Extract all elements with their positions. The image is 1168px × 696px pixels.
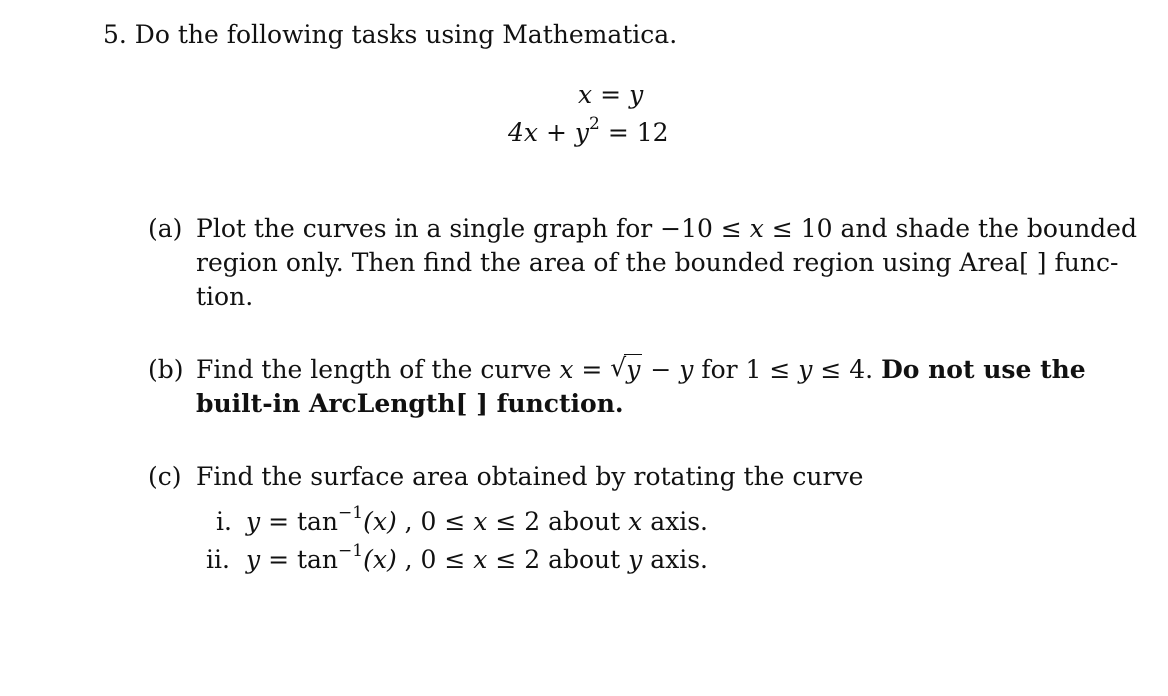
part-b-bold-1: Do not use the bbox=[881, 355, 1086, 384]
radicand: y bbox=[626, 355, 641, 384]
sub-i-rest: , 0 ≤ bbox=[396, 507, 474, 536]
sub-i-axis-var: x bbox=[628, 507, 643, 536]
equation-2 bbox=[508, 114, 669, 147]
sub-ii-range: ≤ 2 about bbox=[487, 545, 629, 574]
part-c-label: (c) bbox=[148, 462, 182, 491]
part-a-text-1: Plot the curves in a single graph for −10 ≤ bbox=[196, 214, 750, 243]
part-b-text-1: Find the length of the curve bbox=[196, 355, 560, 384]
sub-item-ii bbox=[246, 541, 709, 574]
sub-ii-rest: , 0 ≤ bbox=[396, 545, 474, 574]
sub-item-i-label: i. bbox=[216, 507, 232, 536]
part-b-var-y2: y bbox=[798, 355, 813, 384]
eq2-exponent: 2 bbox=[588, 114, 600, 135]
part-a-label: (a) bbox=[148, 214, 183, 243]
part-b-var-x: x bbox=[559, 355, 574, 384]
sub-i-eq: = tan bbox=[260, 507, 339, 536]
part-b-equals: = bbox=[573, 355, 611, 384]
sub-item-ii-label: ii. bbox=[206, 545, 230, 574]
part-c-line-1: Find the surface area obtained by rotating the curve bbox=[196, 462, 864, 491]
equation-1 bbox=[578, 80, 643, 109]
part-a-line-2: region only. Then find the area of the bounded region using Area[ ] func- bbox=[196, 248, 1119, 277]
part-a-var-x: x bbox=[749, 214, 764, 243]
eq2-equals: = bbox=[607, 118, 629, 147]
sub-ii-var-x: x bbox=[473, 545, 488, 574]
part-b-line-1 bbox=[196, 355, 1086, 384]
part-a-text-2: ≤ 10 and shade the bounded bbox=[763, 214, 1137, 243]
sub-i-arg: (x) bbox=[363, 507, 397, 536]
eq1-rhs: y bbox=[629, 80, 644, 109]
sub-ii-axis: axis. bbox=[642, 545, 709, 574]
sub-i-var-y: y bbox=[246, 507, 261, 536]
sub-ii-exponent: −1 bbox=[338, 541, 364, 562]
part-b-text-2: for 1 ≤ bbox=[693, 355, 799, 384]
sub-i-axis: axis. bbox=[642, 507, 708, 536]
eq1-equals: = bbox=[600, 80, 622, 109]
sub-i-exponent: −1 bbox=[338, 503, 364, 524]
sub-ii-eq: = tan bbox=[260, 545, 339, 574]
sub-ii-arg: (x) bbox=[363, 545, 397, 574]
part-b-label: (b) bbox=[148, 355, 184, 384]
sub-ii-axis-var: y bbox=[628, 545, 643, 574]
part-a-line-1 bbox=[196, 214, 1137, 243]
sub-item-i bbox=[246, 503, 708, 536]
eq1-lhs: x bbox=[578, 80, 593, 109]
eq2-rhs: 12 bbox=[636, 118, 669, 147]
sub-i-range: ≤ 2 about bbox=[487, 507, 629, 536]
part-b-text-3: ≤ 4. bbox=[812, 355, 882, 384]
part-b-minus: − bbox=[642, 355, 680, 384]
part-a-line-3: tion. bbox=[196, 282, 254, 311]
eq2-lhs: 4x + y bbox=[508, 118, 589, 147]
sqrt-expression bbox=[610, 355, 642, 384]
problem-heading: 5. Do the following tasks using Mathematica. bbox=[103, 20, 678, 49]
part-b-line-2: built-in ArcLength[ ] function. bbox=[196, 389, 624, 418]
sub-i-var-x: x bbox=[473, 507, 488, 536]
radical-sign: √ bbox=[610, 353, 627, 382]
sub-ii-var-y: y bbox=[246, 545, 261, 574]
part-b-var-y: y bbox=[679, 355, 694, 384]
